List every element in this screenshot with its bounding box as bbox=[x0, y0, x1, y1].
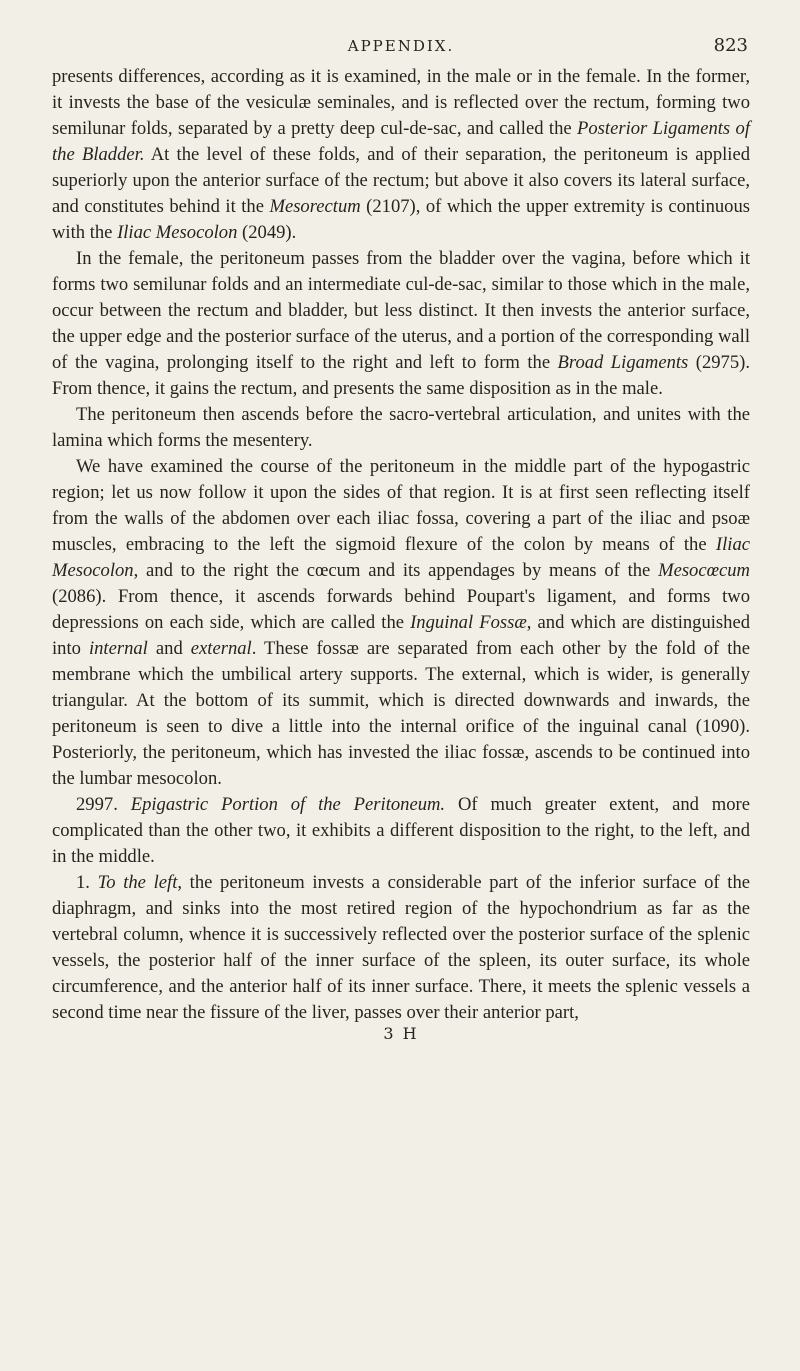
text-run: (2107), of which the upper extremity is continuous with the bbox=[52, 196, 750, 243]
text-run: . These fossæ are separated from each other by the fold of the membrane which the umbilical artery supports. The external, which is wider, is generally triangular. At the bottom of its summit, which is directed downwards and inwards, the peritoneum is seen to dive a little into the internal orifice of the inguinal canal (1090). Posteriorly, the peritoneum, which has invested the iliac fossæ, ascends to be continued into the lumbar mesocolon. bbox=[52, 638, 750, 789]
paragraph bbox=[52, 792, 750, 870]
italic-term: Broad Ligaments bbox=[557, 352, 689, 373]
text-run: (2086). From thence, it ascends forwards behind Poupart's ligament, and forms two depressions on each side, which are called the bbox=[52, 586, 750, 633]
italic-term: Inguinal Fossæ bbox=[410, 612, 527, 633]
page-number: 823 bbox=[713, 35, 748, 56]
text-run: 2997. bbox=[76, 794, 131, 815]
text-run: 1. bbox=[76, 872, 98, 893]
text-run: (2975). From thence, it gains the rectum, and presents the same disposition as in the male. bbox=[52, 352, 750, 399]
text-run: We have examined the course of the peritoneum in the middle part of the hypogastric region; let us now follow it upon the sides of that region. It is at first seen reflecting itself from the walls of the abdomen over each iliac fossa, covering a part of the iliac and psoæ muscles, embracing to the left the sigmoid flexure of the colon by means of the bbox=[52, 456, 750, 555]
italic-term: external bbox=[190, 638, 252, 659]
running-header bbox=[52, 28, 750, 64]
italic-term: Epigastric Portion of the Peritoneum. bbox=[130, 794, 446, 815]
italic-term: Mesorectum bbox=[269, 196, 361, 217]
italic-term: Mesocœcum bbox=[658, 560, 750, 581]
paragraph bbox=[52, 870, 750, 1026]
text-run: presents differences, according as it is examined, in the male or in the female. In the former, it invests the base of the vesiculæ seminales, and is reflected over the rectum, forming two semilunar folds, separated by a pretty deep cul-de-sac, and called the bbox=[52, 66, 750, 139]
text-run: and bbox=[147, 638, 191, 659]
italic-term: Iliac Mesocolon bbox=[52, 534, 750, 581]
body-text bbox=[52, 64, 750, 1026]
text-run: , and which are distinguished into bbox=[52, 612, 750, 659]
italic-term: Posterior Ligaments of the Bladder. bbox=[52, 118, 751, 165]
italic-term: internal bbox=[88, 638, 148, 659]
text-run: At the level of these folds, and of their separation, the peritoneum is applied superiorly upon the anterior surface of the rectum; but above it also covers its lateral surface, and constitutes behind it the bbox=[52, 144, 751, 217]
paragraph bbox=[52, 402, 750, 454]
italic-term: Iliac Mesocolon bbox=[117, 222, 238, 243]
paragraph bbox=[52, 64, 750, 246]
italic-term: To the left bbox=[97, 872, 178, 893]
text-run: In the female, the peritoneum passes from the bladder over the vagina, before which it forms two semilunar folds and an intermediate cul-de-sac, similar to those which in the male, occur between the rectum and bladder, but less distinct. It then invests the anterior surface, the upper edge and the posterior surface of the uterus, and a portion of the corresponding wall of the vagina, prolonging itself to the right and left to form the bbox=[52, 248, 750, 373]
text-run: (2049). bbox=[237, 222, 297, 243]
paragraph bbox=[52, 454, 750, 792]
text-run: The peritoneum then ascends before the sacro-vertebral articulation, and unites with the lamina which forms the mesentery. bbox=[52, 404, 750, 451]
running-title: APPENDIX. bbox=[347, 37, 455, 55]
text-run: Of much greater extent, and more complicated than the other two, it exhibits a different disposition to the right, to the left, and in the middle. bbox=[52, 794, 751, 867]
signature-mark: 3 H bbox=[383, 1024, 419, 1043]
text-run: , the peritoneum invests a considerable part of the inferior surface of the diaphragm, and sinks into the most retired region of the hypochondrium as far as the vertebral column, whence it is successively reflected over the posterior surface of the splenic vessels, the posterior half of the inner surface of the spleen, its outer surface, its whole circumference, and the anterior half of its inner surface. There, it meets the splenic vessels a second time near the fissure of the liver, passes over their anterior part, bbox=[52, 872, 751, 1023]
paragraph bbox=[52, 246, 750, 402]
text-run: , and to the right the cœcum and its appendages by means of the bbox=[133, 560, 659, 581]
